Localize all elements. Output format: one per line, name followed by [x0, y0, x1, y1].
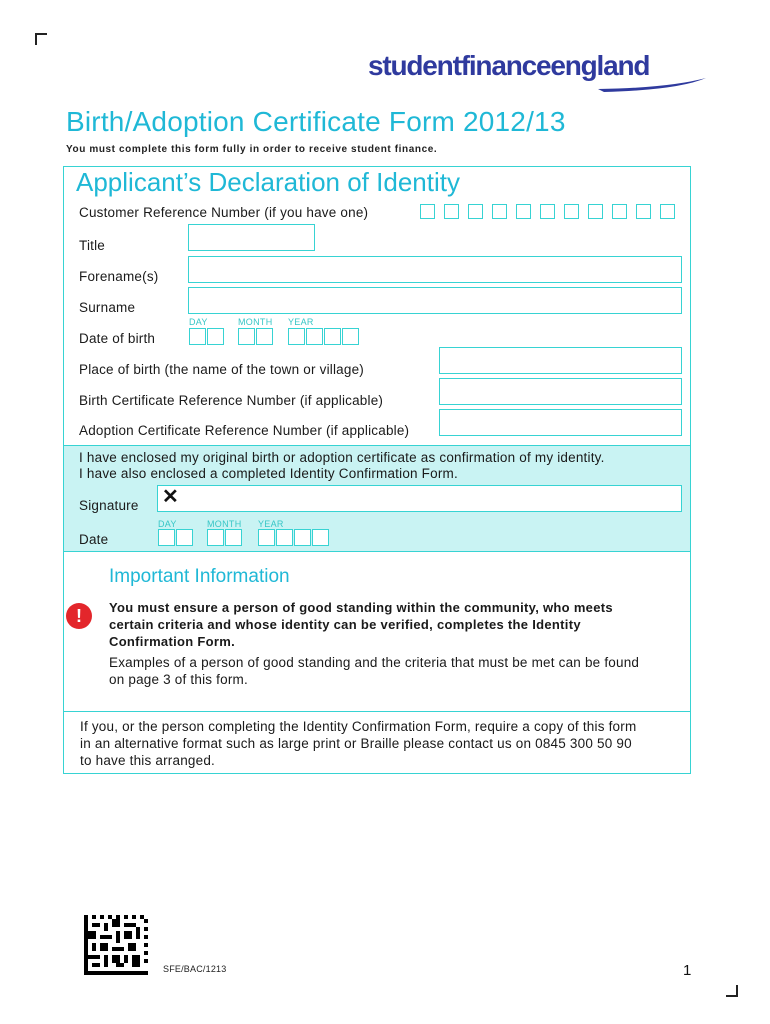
dob-year-box[interactable] — [324, 328, 341, 345]
crop-mark-bottom-right — [726, 985, 738, 997]
crn-box[interactable] — [564, 204, 579, 219]
date-day-box[interactable] — [176, 529, 193, 546]
important-bold-line: You must ensure a person of good standing within the community, who meets — [109, 600, 613, 615]
dob-month-caption: MONTH — [238, 317, 273, 327]
dob-month-box[interactable] — [238, 328, 255, 345]
note-line: in an alternative format such as large print or Braille please contact us on 0845 300 50 90 — [80, 736, 632, 751]
birth-cert-field[interactable] — [439, 378, 682, 405]
section-divider — [64, 711, 690, 712]
dob-day-box[interactable] — [189, 328, 206, 345]
important-bold-line: certain criteria and whose identity can be verified, completes the Identity — [109, 617, 581, 632]
crn-box[interactable] — [612, 204, 627, 219]
note-line: to have this arranged. — [80, 753, 215, 768]
important-bold-line: Confirmation Form. — [109, 634, 236, 649]
date-label: Date — [79, 532, 109, 547]
adoption-cert-label: Adoption Certificate Reference Number (if applicable) — [79, 423, 410, 438]
signature-x-icon: ✕ — [162, 486, 179, 508]
crn-box[interactable] — [468, 204, 483, 219]
date-year-box[interactable] — [312, 529, 329, 546]
signature-field[interactable] — [157, 485, 682, 512]
place-of-birth-label: Place of birth (the name of the town or village) — [79, 362, 364, 377]
exclamation-icon: ! — [66, 603, 92, 629]
dob-label: Date of birth — [79, 331, 156, 346]
date-year-box[interactable] — [276, 529, 293, 546]
logo-swoosh-icon — [368, 72, 713, 94]
crn-box[interactable] — [660, 204, 675, 219]
dob-month-box[interactable] — [256, 328, 273, 345]
birth-cert-label: Birth Certificate Reference Number (if applicable) — [79, 393, 384, 408]
important-heading: Important Information — [109, 566, 290, 587]
student-finance-england-logo: studentfinanceengland — [368, 48, 713, 92]
date-month-caption: MONTH — [207, 519, 242, 529]
page-number: 1 — [683, 962, 692, 979]
crn-box[interactable] — [444, 204, 459, 219]
form-subtitle: You must complete this form fully in order to receive student finance. — [66, 144, 438, 155]
title-label: Title — [79, 238, 106, 253]
crn-box[interactable] — [636, 204, 651, 219]
crop-mark-top-left — [35, 33, 47, 45]
important-text — [109, 654, 639, 688]
declaration-line-2: I have also enclosed a completed Identity Confirmation Form. — [79, 466, 458, 481]
date-year-box[interactable] — [258, 529, 275, 546]
crn-box[interactable] — [540, 204, 555, 219]
note-line: If you, or the person completing the Identity Confirmation Form, require a copy of this form — [80, 719, 637, 734]
form-code: SFE/BAC/1213 — [163, 964, 227, 974]
section-heading: Applicant’s Declaration of Identity — [76, 167, 460, 197]
signature-label: Signature — [79, 498, 139, 513]
form-title: Birth/Adoption Certificate Form 2012/13 — [66, 106, 566, 137]
date-day-caption: DAY — [158, 519, 177, 529]
adoption-cert-field[interactable] — [439, 409, 682, 436]
dob-day-box[interactable] — [207, 328, 224, 345]
forename-label: Forename(s) — [79, 269, 159, 284]
dob-year-box[interactable] — [342, 328, 359, 345]
surname-field[interactable] — [188, 287, 682, 314]
dob-day-caption: DAY — [189, 317, 208, 327]
date-year-caption: YEAR — [258, 519, 284, 529]
important-bold-text — [109, 599, 613, 650]
dob-year-caption: YEAR — [288, 317, 314, 327]
dob-year-box[interactable] — [288, 328, 305, 345]
crn-label: Customer Reference Number (if you have one) — [79, 205, 369, 220]
title-field[interactable] — [188, 224, 315, 251]
date-year-box[interactable] — [294, 529, 311, 546]
surname-label: Surname — [79, 300, 136, 315]
place-of-birth-field[interactable] — [439, 347, 682, 374]
date-month-box[interactable] — [207, 529, 224, 546]
important-text-line: on page 3 of this form. — [109, 672, 248, 687]
crn-box[interactable] — [588, 204, 603, 219]
important-text-line: Examples of a person of good standing and the criteria that must be met can be found — [109, 655, 640, 670]
alternative-format-note — [80, 718, 636, 769]
date-month-box[interactable] — [225, 529, 242, 546]
dob-year-box[interactable] — [306, 328, 323, 345]
crn-box[interactable] — [492, 204, 507, 219]
crn-box[interactable] — [516, 204, 531, 219]
declaration-line-1: I have enclosed my original birth or adoption certificate as confirmation of my identity. — [79, 450, 605, 465]
date-day-box[interactable] — [158, 529, 175, 546]
crn-box[interactable] — [420, 204, 435, 219]
forename-field[interactable] — [188, 256, 682, 283]
datamatrix-barcode-icon — [84, 915, 148, 975]
